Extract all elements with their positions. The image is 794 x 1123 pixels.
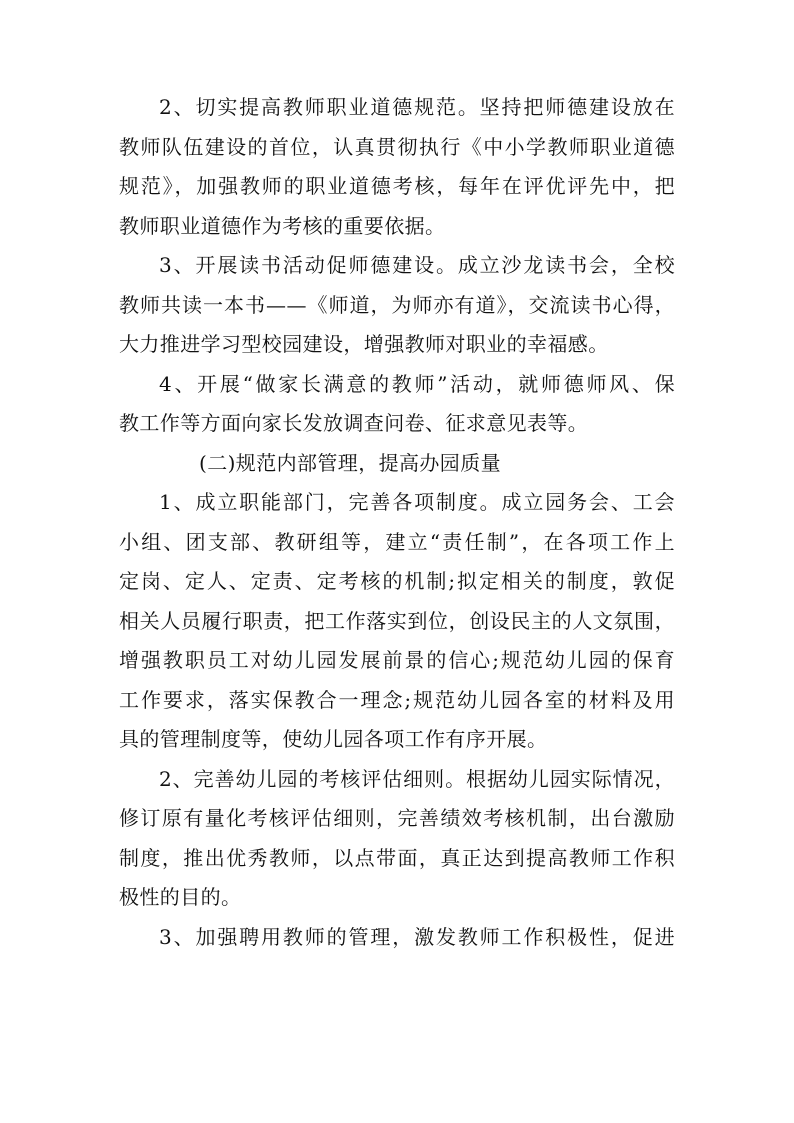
text-line: 修订原有量化考核评估细则，完善绩效考核机制，出台激励: [119, 806, 675, 830]
text-line: 教师队伍建设的首位，认真贯彻执行《中小学教师职业道德: [119, 134, 675, 159]
text-line: 2、完善幼儿园的考核评估细则。根据幼儿园实际情况，: [159, 766, 675, 791]
text-line: 小组、团支部、教研组等，建立“责任制”，在各项工作上: [119, 529, 675, 554]
text-line: 教师共读一本书——《师道，为师亦有道》，交流读书心得，: [119, 292, 675, 317]
text-line: 3、加强聘用教师的管理，激发教师工作积极性，促进: [159, 924, 675, 949]
text-line: 制度，推出优秀教师，以点带面，真正达到提高教师工作积: [119, 845, 675, 870]
text-line: 大力推进学习型校园建设，增强教师对职业的幸福感。: [119, 332, 609, 356]
text-line: 规范》，加强教师的职业道德考核，每年在评优评先中，把: [119, 174, 675, 198]
text-line: 工作要求，落实保教合一理念;规范幼儿园各室的材料及用: [119, 687, 675, 712]
paragraph-4: [119, 483, 675, 760]
section-heading: [119, 444, 675, 484]
text-line: 1、成立职能部门，完善各项制度。成立园务会、工会: [159, 490, 675, 514]
text-line: 4、开展“做家长满意的教师”活动，就师德师风、保: [159, 371, 675, 396]
paragraph-1: [119, 88, 675, 246]
text-line: 具的管理制度等，使幼儿园各项工作有序开展。: [119, 727, 548, 751]
paragraph-6: [119, 918, 675, 958]
section-heading-text: (二)规范内部管理，提高办园质量: [199, 450, 502, 475]
text-line: 定岗、定人、定责、定考核的机制;拟定相关的制度，敦促: [119, 569, 675, 593]
text-line: 增强教职员工对幼儿园发展前景的信心;规范幼儿园的保育: [119, 648, 675, 672]
text-line: 相关人员履行职责，把工作落实到位，创设民主的人文氛围，: [119, 608, 675, 633]
text-line: 极性的目的。: [119, 885, 242, 909]
paragraph-5: [119, 760, 675, 918]
text-line: 教工作等方面向家长发放调查问卷、征求意见表等。: [119, 411, 589, 435]
text-line: 2、切实提高教师职业道德规范。坚持把师德建设放在: [159, 95, 675, 119]
paragraph-3: [119, 365, 675, 444]
text-line: 3、开展读书活动促师德建设。成立沙龙读书会，全校: [159, 253, 675, 277]
document-body: [119, 88, 675, 957]
text-line: 教师职业道德作为考核的重要依据。: [119, 213, 446, 238]
paragraph-2: [119, 246, 675, 365]
